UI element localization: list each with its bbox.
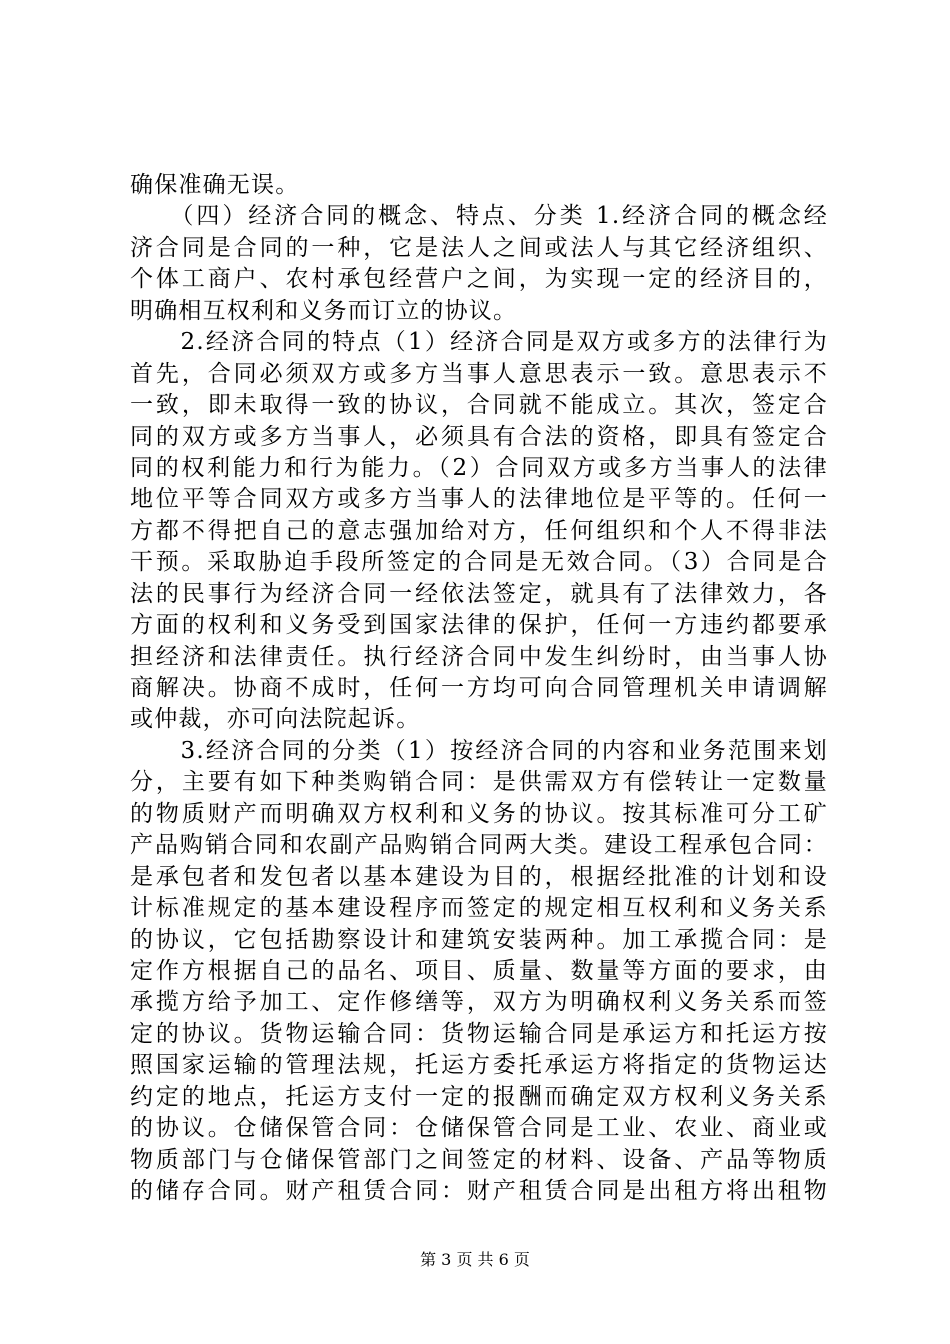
page-footer: 第 3 页 共 6 页 [420, 1250, 530, 1269]
text-line: 的储存合同。财产租赁合同：财产租赁合同是出租方将出租物 [130, 1178, 828, 1204]
text-line: 一致，即未取得一致的协议，合同就不能成立。其次，签定合 [130, 392, 828, 419]
text-line: 商解决。协商不成时，任何一方均可向合同管理机关申请调解 [130, 675, 828, 701]
text-line: 首先，合同必须双方或多方当事人意思表示一致。意思表示不 [130, 360, 828, 387]
text-line: 确保准确无误。 [130, 172, 300, 198]
text-line: 同的权利能力和行为能力。（2）合同双方或多方当事人的法律 [130, 454, 828, 481]
text-line: 约定的地点，托运方支付一定的报酬而确定双方权利义务关系 [130, 1083, 828, 1110]
text-line: 的协议。仓储保管合同：仓储保管合同是工业、农业、商业或 [130, 1115, 828, 1142]
text-line: 计标准规定的基本建设程序而签定的规定相互权利和义务关系 [130, 895, 828, 922]
text-line: 定作方根据自己的品名、项目、质量、数量等方面的要求，由 [130, 957, 828, 984]
text-line: 同的双方或多方当事人，必须具有合法的资格，即具有签定合 [130, 423, 828, 450]
text-line: 地位平等合同双方或多方当事人的法律地位是平等的。任何一 [130, 486, 828, 513]
text-line: 照国家运输的管理法规，托运方委托承运方将指定的货物运达 [130, 1052, 828, 1079]
text-line: 产品购销合同和农副产品购销合同两大类。建设工程承包合同： [130, 832, 828, 859]
text-line: 干预。采取胁迫手段所签定的合同是无效合同。（3）合同是合 [130, 549, 828, 576]
text-line: 3.经济合同的分类（1）按经济合同的内容和业务范围来划 [130, 737, 828, 764]
text-line: 定的协议。货物运输合同：货物运输合同是承运方和托运方按 [130, 1020, 828, 1047]
text-line: 个体工商户、农村承包经营户之间，为实现一定的经济目的， [130, 266, 828, 293]
body-text [130, 170, 828, 1207]
text-line: （四）经济合同的概念、特点、分类 1.经济合同的概念经 [130, 203, 828, 230]
text-line: 承揽方给予加工、定作修缮等，双方为明确权利义务关系而签 [130, 989, 828, 1016]
text-line: 是承包者和发包者以基本建设为目的，根据经批准的计划和设 [130, 863, 828, 890]
text-line: 担经济和法律责任。执行经济合同中发生纠纷时，由当事人协 [130, 643, 828, 670]
text-line: 2.经济合同的特点（1）经济合同是双方或多方的法律行为 [130, 329, 828, 356]
text-line: 的协议，它包括勘察设计和建筑安装两种。加工承揽合同：是 [130, 926, 828, 953]
text-line: 的物质财产而明确双方权利和义务的协议。按其标准可分工矿 [130, 800, 828, 827]
text-line: 或仲裁，亦可向法院起诉。 [130, 706, 421, 733]
text-line: 济合同是合同的一种，它是法人之间或法人与其它经济组织、 [130, 234, 828, 261]
text-line: 方都不得把自己的意志强加给对方，任何组织和个人不得非法 [130, 517, 828, 544]
text-line: 方面的权利和义务受到国家法律的保护，任何一方违约都要承 [130, 612, 828, 639]
text-line: 明确相互权利和义务而订立的协议。 [130, 297, 518, 324]
text-line: 分，主要有如下种类购销合同：是供需双方有偿转让一定数量 [130, 769, 828, 796]
text-line: 法的民事行为经济合同一经依法签定，就具有了法律效力，各 [130, 580, 828, 607]
text-line: 物质部门与仓储保管部门之间签定的材料、设备、产品等物质 [130, 1146, 828, 1173]
